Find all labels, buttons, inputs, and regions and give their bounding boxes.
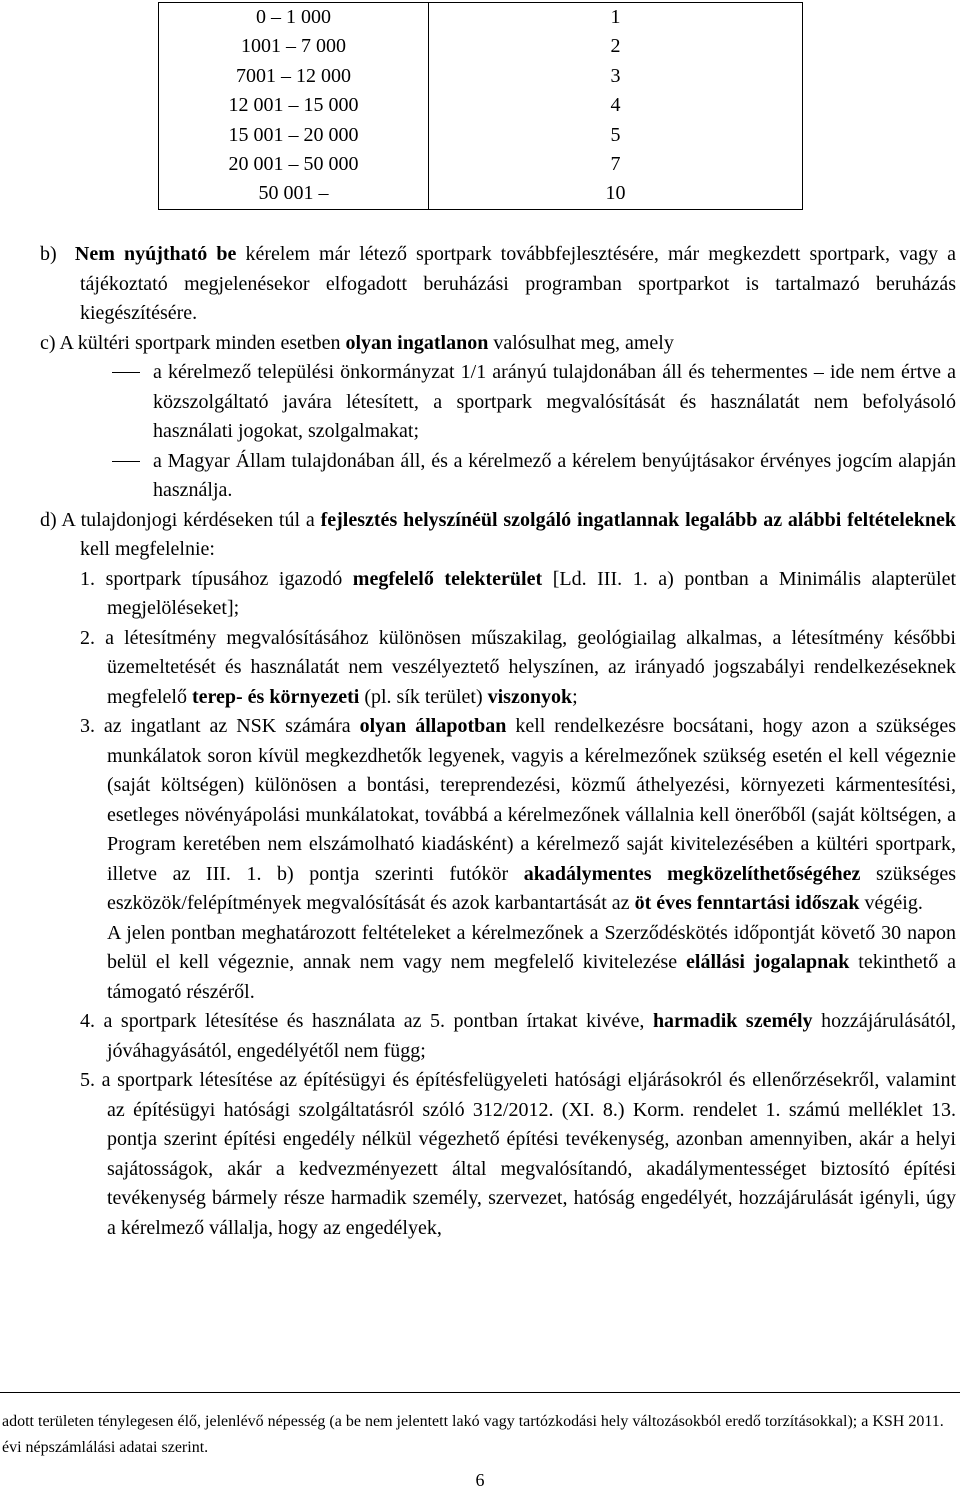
section-b: b) Nem nyújtható be kérelem már létező sportpark továbbfejlesztésére, már megkezdett sportpark, vagy a tájékoztató megjelenésekor elfogadott beruházási programban sportparkot is tartalmazó beruházás kiegészítésére. [40,243,956,324]
dash-bullet-icon [112,372,140,373]
table-row [159,121,803,150]
section-d-item-1: 1. sportpark típusához igazodó megfelelő telekterület [Ld. III. 1. a) pontban a Minimális alapterület megjelöléseket]; [80,567,957,619]
footnote-separator [0,1392,960,1393]
section-c-bullet-1: a kérelmező települési önkormányzat 1/1 arányú tulajdonában áll és tehermentes – ide nem értve a közszolgáltató javára létesített, a sportpark megvalósítását és használatát nem befolyásoló használati jogokat, szolgalmakat; [40,358,956,447]
sportpark-count-cell: 3 [429,62,803,91]
population-range-cell: 15 001 – 20 000 [159,121,429,150]
section-c: c) A kültéri sportpark minden esetben olyan ingatlanon valósulhat meg, amely [40,331,674,354]
population-range-cell: 12 001 – 15 000 [159,91,429,120]
population-table-body [159,3,803,210]
population-range-cell: 50 001 – [159,179,429,209]
sportpark-count-cell: 5 [429,121,803,150]
section-d-item-3: 3. az ingatlant az NSK számára olyan állapotban kell rendelkezésre bocsátani, hogy azon a szükséges munkálatok soron kívül megkezdhetők legyenek, vagyis a kérelmezőnek szükség esetén el kell végeznie (saját költségen) különösen a bontási, tereprendezési, közmű áthelyezési, környezeti kármentesítési, esetleges növényápolási munkálatokat, továbbá a kérelmezőnek vállalnia kell önerőből (saját költségen, a Program keretében nem elszámolható kiadásként) a kérelmező saját kivitelezésében a kültéri sportpark, illetve az III. 1. b) pontja szerinti futókör akadálymentes megközelíthetőségéhez szükséges eszközök/felépítmények megvalósítását és azok karbantartását az öt éves fenntartási időszak végéig. [80,715,957,914]
population-range-cell: 0 – 1 000 [159,3,429,33]
section-d-item-5: 5. a sportpark létesítése az építésügyi és építésfelügyeleti hatósági eljárásokról és ellenőrzésekről, valamint az építésügyi hatósági szolgáltatásról szóló 312/2012. (XI. 8.) Korm. rendelet 1. számú melléklet 13. pontja szerint építési engedély nélkül végezhető építési tevékenység, azonban amennyiben, akár a helyi sajátosságok, akár a kedvezményezett által megvalósítandó, akadálymentességet biztosító építési tevékenység bármely része harmadik személy, szervezet, hatóság engedélyét, hozzájárulását igényli, úgy a kérelmező vállalja, hogy az engedélyek, [80,1069,956,1239]
document-body [40,240,956,1243]
table-row [159,3,803,33]
dash-bullet-icon [112,461,140,462]
table-row [159,150,803,179]
section-d-item-3-paragraph-2: A jelen pontban meghatározott feltételeket a kérelmezőnek a Szerződéskötés időpontját követő 30 napon belül el kell végeznie, annak nem vagy nem megfelelő kivitelezése elállási jogalapnak tekinthető a támogató részéről. [107,921,956,1003]
sportpark-count-cell: 4 [429,91,803,120]
table-row [159,32,803,61]
sportpark-count-cell: 1 [429,3,803,33]
page-number: 6 [475,1470,485,1490]
sportpark-count-cell: 2 [429,32,803,61]
table-row [159,62,803,91]
population-range-cell: 20 001 – 50 000 [159,150,429,179]
table-row [159,91,803,120]
population-range-cell: 1001 – 7 000 [159,32,429,61]
section-d-item-4: 4. a sportpark létesítése és használata az 5. pontban írtakat kivéve, harmadik személy hozzájárulásától, jóváhagyásától, engedélyétől nem függ; [80,1010,957,1062]
table-row [159,179,803,209]
population-range-cell: 7001 – 12 000 [159,62,429,91]
population-table [158,2,803,210]
section-d: d) A tulajdonjogi kérdéseken túl a fejlesztés helyszínéül szolgáló ingatlannak legalább az alábbi feltételeknek kell megfelelnie: [40,508,956,560]
sportpark-count-cell: 7 [429,150,803,179]
section-c-bullet-2: a Magyar Állam tulajdonában áll, és a kérelmező a kérelem benyújtásakor érvényes jogcím alapján használja. [40,447,956,506]
section-d-item-2: 2. a létesítmény megvalósításához különösen műszakilag, geológiailag alkalmas, a létesítmény későbbi üzemeltetését és használatát nem veszélyeztető helyszínen, az irányadó jogszabályi rendelkezéseknek megfelelő terep- és környezeti (pl. sík terület) viszonyok; [80,626,956,708]
sportpark-count-cell: 10 [429,179,803,209]
footnote: adott területen ténylegesen élő, jelenlévő népesség (a be nem jelentett lakó vagy tartózkodási hely változásokból eredő torzításokkal); a KSH 2011. évi népszámlálási adatai szerint. [2,1413,944,1456]
